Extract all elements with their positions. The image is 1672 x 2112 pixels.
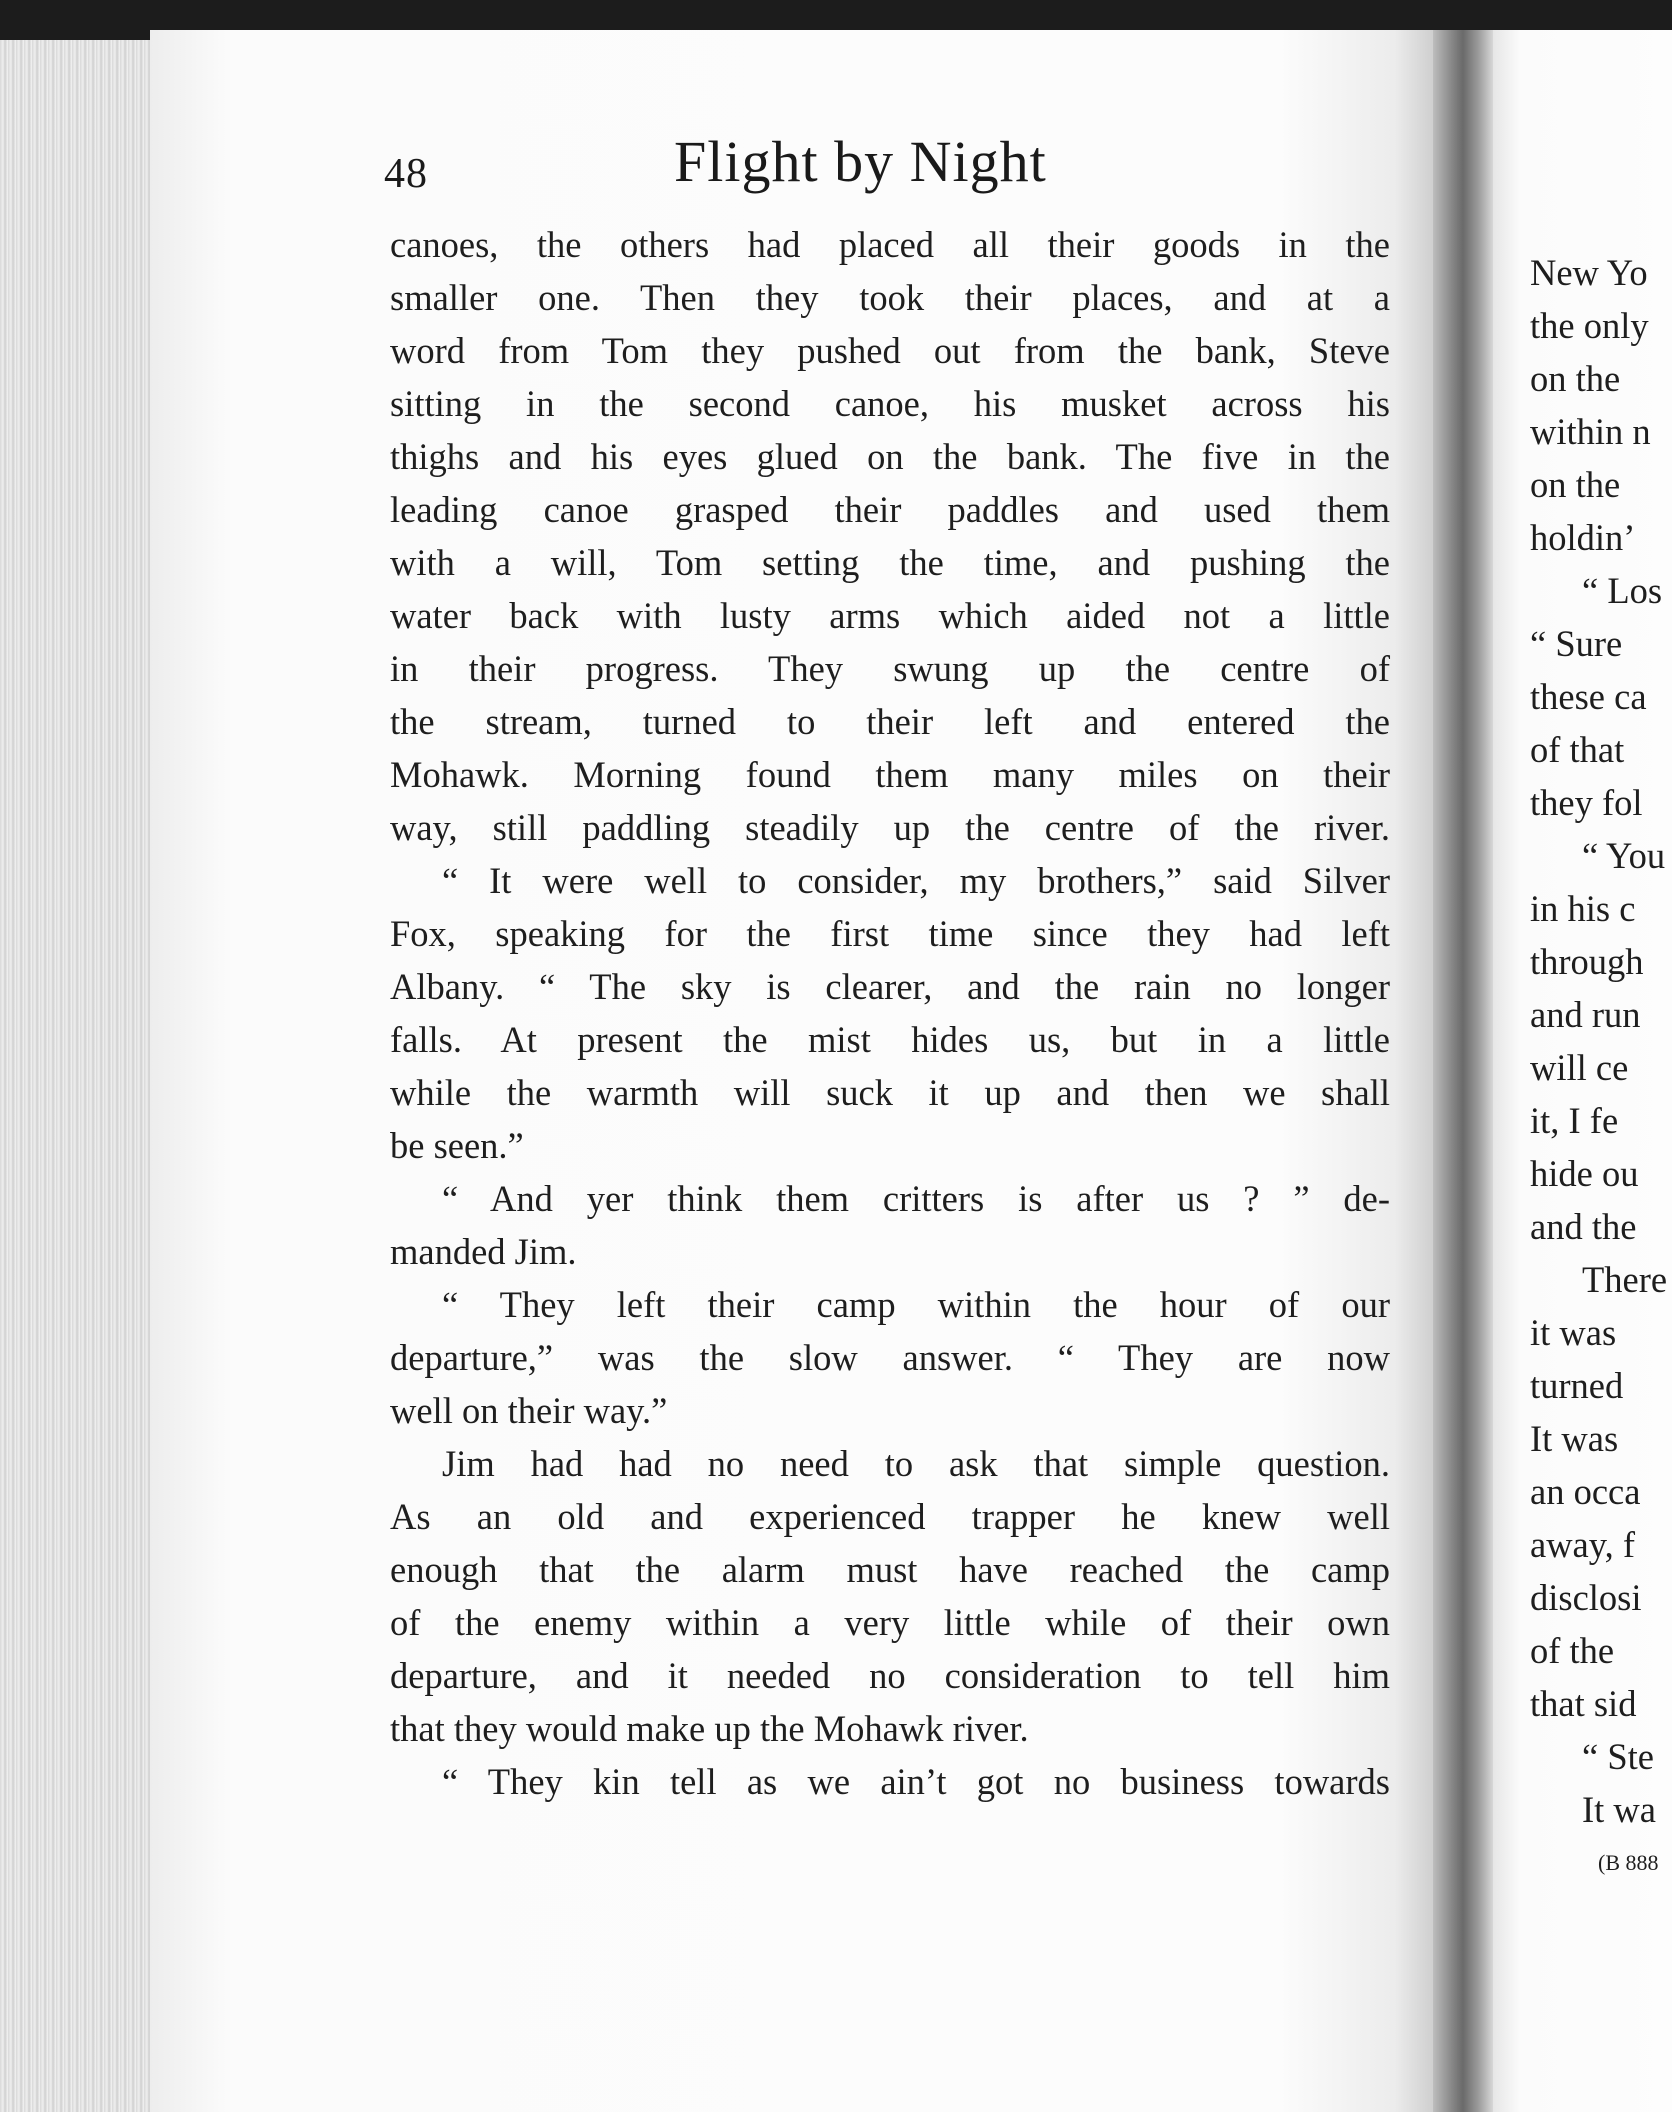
text-line: while the warmth will suck it up and then we shall	[390, 1072, 1390, 1113]
text-line: Albany. “ The sky is clearer, and the rain no longer	[390, 966, 1390, 1007]
text-line: “ They kin tell as we ain’t got no business towards	[442, 1761, 1390, 1802]
right-page-text	[1530, 246, 1672, 1889]
text-line: it was	[1530, 1312, 1617, 1353]
text-line: of that	[1530, 729, 1625, 770]
text-line: these ca	[1530, 676, 1647, 717]
text-line: smaller one. Then they took their places, and at a	[390, 277, 1390, 318]
text-line: departure,” was the slow answer. “ They are now	[390, 1337, 1390, 1378]
text-line: in his c	[1530, 888, 1636, 929]
text-line: of the enemy within a very little while of their own	[390, 1602, 1390, 1643]
text-line: the stream, turned to their left and entered the	[390, 701, 1390, 742]
text-line: well on their way.”	[390, 1390, 668, 1431]
text-line: departure, and it needed no consideration to tell him	[390, 1655, 1390, 1696]
page-header	[384, 128, 1384, 208]
text-line: New Yo	[1530, 252, 1648, 293]
text-line: leading canoe grasped their paddles and used them	[390, 489, 1390, 530]
signature-mark: (B 888	[1598, 1850, 1659, 1875]
text-line: turned	[1530, 1365, 1624, 1406]
left-page-text	[390, 218, 1390, 1808]
text-line: thighs and his eyes glued on the bank. The five in the	[390, 436, 1390, 477]
text-line: and the	[1530, 1206, 1637, 1247]
text-line: away, f	[1530, 1524, 1636, 1565]
text-line: “ And yer think them critters is after us ? ” de-	[442, 1178, 1390, 1219]
running-title: Flight by Night	[674, 129, 1047, 194]
text-line: disclosi	[1530, 1577, 1642, 1618]
text-line: within n	[1530, 411, 1651, 452]
text-line: enough that the alarm must have reached the camp	[390, 1549, 1390, 1590]
text-line: that they would make up the Mohawk river.	[390, 1708, 1029, 1749]
text-line: water back with lusty arms which aided not a little	[390, 595, 1390, 636]
text-line: that sid	[1530, 1683, 1637, 1724]
text-line: of the	[1530, 1630, 1615, 1671]
text-line: Fox, speaking for the first time since they had left	[390, 913, 1390, 954]
text-line: canoes, the others had placed all their goods in the	[390, 224, 1390, 265]
text-line: “ You	[1582, 835, 1666, 876]
text-line: on the	[1530, 464, 1621, 505]
text-line: It wa	[1582, 1789, 1656, 1830]
text-line: hide ou	[1530, 1153, 1639, 1194]
text-line: falls. At present the mist hides us, but in a little	[390, 1019, 1390, 1060]
text-line: “ Ste	[1582, 1736, 1654, 1777]
text-line: Jim had had no need to ask that simple question.	[442, 1443, 1390, 1484]
text-line: “ Sure	[1530, 623, 1623, 664]
text-line: way, still paddling steadily up the centre of the river.	[390, 807, 1390, 848]
text-line: It was	[1530, 1418, 1619, 1459]
text-line: holdin’	[1530, 517, 1636, 558]
text-line: word from Tom they pushed out from the bank, Steve	[390, 330, 1390, 371]
text-line: sitting in the second canoe, his musket across his	[390, 383, 1390, 424]
text-line: “ They left their camp within the hour of our	[442, 1284, 1390, 1325]
text-line: the only	[1530, 305, 1649, 346]
page-edges	[0, 40, 151, 2112]
text-line: will ce	[1530, 1047, 1629, 1088]
book-gutter	[1433, 30, 1493, 2112]
text-line: be seen.”	[390, 1125, 524, 1166]
text-line: “ Los	[1582, 570, 1663, 611]
text-line: There	[1582, 1259, 1668, 1300]
text-line: an occa	[1530, 1471, 1641, 1512]
text-line: manded Jim.	[390, 1231, 577, 1272]
text-line: with a will, Tom setting the time, and pushing the	[390, 542, 1390, 583]
page-number: 48	[384, 151, 428, 197]
text-line: through	[1530, 941, 1644, 982]
text-line: and run	[1530, 994, 1641, 1035]
text-line: As an old and experienced trapper he knew well	[390, 1496, 1390, 1537]
text-line: in their progress. They swung up the centre of	[390, 648, 1390, 689]
text-line: “ It were well to consider, my brothers,” said Silver	[442, 860, 1390, 901]
text-line: on the	[1530, 358, 1621, 399]
text-line: they fol	[1530, 782, 1643, 823]
text-line: it, I fe	[1530, 1100, 1619, 1141]
text-line: Mohawk. Morning found them many miles on their	[390, 754, 1390, 795]
